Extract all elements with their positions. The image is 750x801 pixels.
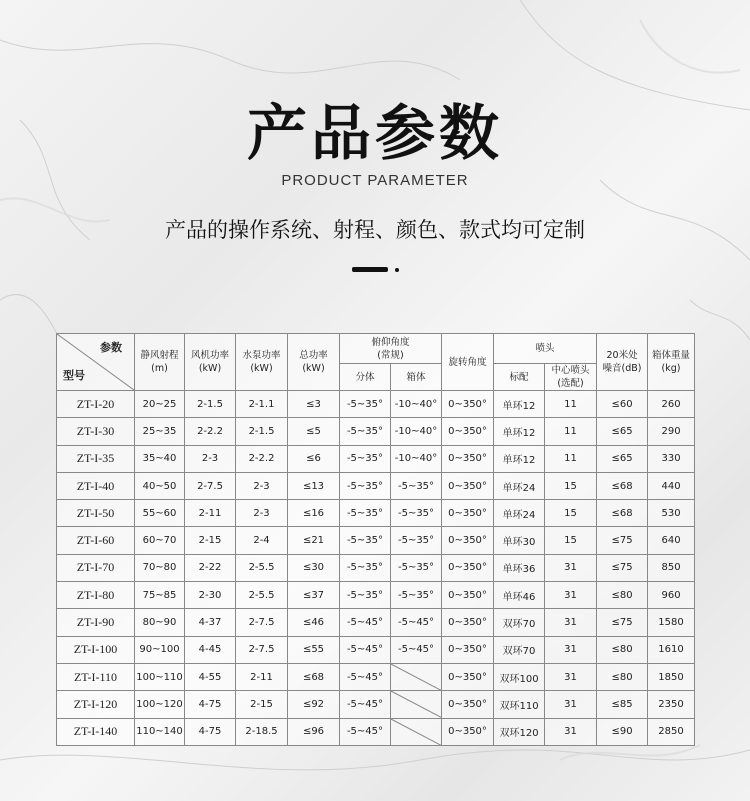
cell-total: ≤46	[288, 609, 340, 636]
cell-noise: ≤65	[597, 418, 648, 445]
divider-dot	[395, 268, 399, 272]
cell-box: -5~35°	[391, 582, 442, 609]
header-pitch: 俯仰角度 (常规)	[340, 334, 442, 364]
cell-pump: 2-2.2	[236, 445, 288, 472]
cell-center: 31	[545, 554, 597, 581]
table-row	[57, 527, 695, 554]
header-fan-power: 风机功率 (kW)	[185, 334, 236, 391]
cell-pump: 2-5.5	[236, 582, 288, 609]
cell-weight: 1580	[648, 609, 695, 636]
cell-total: ≤16	[288, 500, 340, 527]
tagline: 产品的操作系统、射程、颜色、款式均可定制	[165, 218, 585, 242]
cell-rot: 0~350°	[442, 691, 494, 718]
cell-rot: 0~350°	[442, 472, 494, 499]
cell-weight: 850	[648, 554, 695, 581]
header-pitch-box: 箱体	[391, 364, 442, 391]
cell-model: ZT-I-50	[57, 500, 135, 527]
parameter-table	[56, 333, 695, 746]
table-row	[57, 636, 695, 663]
cell-weight: 290	[648, 418, 695, 445]
cell-total: ≤68	[288, 663, 340, 690]
cell-rot: 0~350°	[442, 636, 494, 663]
cell-pump: 2-18.5	[236, 718, 288, 745]
cell-fan: 4-37	[185, 609, 236, 636]
cell-rot: 0~350°	[442, 445, 494, 472]
header-weight: 箱体重量 (kg)	[648, 334, 695, 391]
cell-total: ≤3	[288, 391, 340, 418]
cell-std: 单环12	[494, 418, 545, 445]
cell-pump: 2-15	[236, 691, 288, 718]
cell-box: -5~45°	[391, 636, 442, 663]
cell-range: 110~140	[135, 718, 185, 745]
table-row	[57, 663, 695, 690]
cell-pump: 2-5.5	[236, 554, 288, 581]
cell-range: 25~35	[135, 418, 185, 445]
table-row	[57, 445, 695, 472]
cell-fan: 2-22	[185, 554, 236, 581]
divider-bar	[352, 267, 388, 272]
header-pitch-split: 分体	[340, 364, 391, 391]
corner-param-label: 参数	[100, 341, 122, 354]
cell-total: ≤96	[288, 718, 340, 745]
cell-weight: 440	[648, 472, 695, 499]
cell-box	[391, 691, 442, 718]
cell-total: ≤55	[288, 636, 340, 663]
cell-std: 单环46	[494, 582, 545, 609]
cell-center: 31	[545, 636, 597, 663]
corner-model-label: 型号	[63, 369, 85, 382]
cell-fan: 2-3	[185, 445, 236, 472]
cell-model: ZT-I-70	[57, 554, 135, 581]
cell-box: -10~40°	[391, 445, 442, 472]
cell-split: -5~35°	[340, 445, 391, 472]
cell-box: -5~35°	[391, 500, 442, 527]
cell-box: -5~35°	[391, 527, 442, 554]
cell-split: -5~35°	[340, 472, 391, 499]
cell-pump: 2-7.5	[236, 636, 288, 663]
cell-model: ZT-I-20	[57, 391, 135, 418]
cell-fan: 2-1.5	[185, 391, 236, 418]
cell-split: -5~45°	[340, 718, 391, 745]
cell-total: ≤37	[288, 582, 340, 609]
table-row	[57, 609, 695, 636]
cell-fan: 2-7.5	[185, 472, 236, 499]
page-title: 产品参数	[247, 99, 503, 169]
cell-weight: 2350	[648, 691, 695, 718]
cell-std: 双环70	[494, 609, 545, 636]
cell-std: 单环24	[494, 472, 545, 499]
cell-pump: 2-4	[236, 527, 288, 554]
cell-range: 100~120	[135, 691, 185, 718]
cell-rot: 0~350°	[442, 500, 494, 527]
cell-center: 11	[545, 391, 597, 418]
cell-std: 单环12	[494, 445, 545, 472]
cell-rot: 0~350°	[442, 391, 494, 418]
header-pump-power: 水泵功率 (kW)	[236, 334, 288, 391]
cell-model: ZT-I-90	[57, 609, 135, 636]
cell-noise: ≤75	[597, 554, 648, 581]
cell-noise: ≤75	[597, 527, 648, 554]
cell-range: 75~85	[135, 582, 185, 609]
table-row	[57, 554, 695, 581]
cell-weight: 530	[648, 500, 695, 527]
cell-rot: 0~350°	[442, 609, 494, 636]
cell-weight: 1610	[648, 636, 695, 663]
header-corner	[57, 334, 135, 391]
cell-split: -5~35°	[340, 500, 391, 527]
cell-range: 55~60	[135, 500, 185, 527]
header-nozzle: 喷头	[494, 334, 597, 364]
cell-std: 单环30	[494, 527, 545, 554]
table-row	[57, 691, 695, 718]
cell-noise: ≤80	[597, 663, 648, 690]
cell-weight: 2850	[648, 718, 695, 745]
cell-range: 70~80	[135, 554, 185, 581]
table-row	[57, 391, 695, 418]
cell-noise: ≤65	[597, 445, 648, 472]
cell-range: 100~110	[135, 663, 185, 690]
cell-range: 20~25	[135, 391, 185, 418]
cell-rot: 0~350°	[442, 527, 494, 554]
cell-total: ≤6	[288, 445, 340, 472]
cell-split: -5~35°	[340, 554, 391, 581]
cell-fan: 2-30	[185, 582, 236, 609]
cell-split: -5~45°	[340, 609, 391, 636]
cell-model: ZT-I-30	[57, 418, 135, 445]
table-row	[57, 500, 695, 527]
cell-fan: 4-45	[185, 636, 236, 663]
cell-pump: 2-1.5	[236, 418, 288, 445]
cell-split: -5~45°	[340, 691, 391, 718]
cell-center: 31	[545, 663, 597, 690]
cell-weight: 1850	[648, 663, 695, 690]
table-row	[57, 718, 695, 745]
header-nozzle-std: 标配	[494, 364, 545, 391]
cell-rot: 0~350°	[442, 418, 494, 445]
cell-box: -5~45°	[391, 609, 442, 636]
cell-rot: 0~350°	[442, 718, 494, 745]
cell-model: ZT-I-80	[57, 582, 135, 609]
header-noise: 20米处 噪音(dB)	[597, 334, 648, 391]
cell-range: 90~100	[135, 636, 185, 663]
cell-range: 35~40	[135, 445, 185, 472]
cell-weight: 640	[648, 527, 695, 554]
header-range: 静风射程 (m)	[135, 334, 185, 391]
header-total-power: 总功率 (kW)	[288, 334, 340, 391]
cell-noise: ≤68	[597, 500, 648, 527]
cell-split: -5~45°	[340, 663, 391, 690]
cell-weight: 960	[648, 582, 695, 609]
cell-range: 80~90	[135, 609, 185, 636]
cell-box: -5~35°	[391, 472, 442, 499]
table-row	[57, 582, 695, 609]
cell-box: -10~40°	[391, 418, 442, 445]
cell-std: 双环110	[494, 691, 545, 718]
cell-model: ZT-I-120	[57, 691, 135, 718]
cell-pump: 2-11	[236, 663, 288, 690]
cell-center: 11	[545, 418, 597, 445]
cell-rot: 0~350°	[442, 582, 494, 609]
cell-fan: 2-11	[185, 500, 236, 527]
cell-split: -5~35°	[340, 391, 391, 418]
cell-noise: ≤80	[597, 582, 648, 609]
cell-center: 31	[545, 718, 597, 745]
cell-noise: ≤60	[597, 391, 648, 418]
cell-model: ZT-I-100	[57, 636, 135, 663]
header-nozzle-center: 中心喷头 (选配)	[545, 364, 597, 391]
cell-std: 双环100	[494, 663, 545, 690]
cell-box	[391, 718, 442, 745]
cell-std: 单环36	[494, 554, 545, 581]
cell-center: 31	[545, 691, 597, 718]
cell-pump: 2-1.1	[236, 391, 288, 418]
cell-pump: 2-7.5	[236, 609, 288, 636]
cell-split: -5~35°	[340, 418, 391, 445]
cell-total: ≤5	[288, 418, 340, 445]
cell-std: 单环12	[494, 391, 545, 418]
cell-weight: 330	[648, 445, 695, 472]
cell-total: ≤92	[288, 691, 340, 718]
cell-total: ≤13	[288, 472, 340, 499]
cell-split: -5~35°	[340, 527, 391, 554]
cell-weight: 260	[648, 391, 695, 418]
cell-center: 31	[545, 582, 597, 609]
cell-fan: 2-2.2	[185, 418, 236, 445]
cell-range: 40~50	[135, 472, 185, 499]
cell-box: -5~35°	[391, 554, 442, 581]
cell-model: ZT-I-110	[57, 663, 135, 690]
cell-model: ZT-I-40	[57, 472, 135, 499]
cell-fan: 4-55	[185, 663, 236, 690]
cell-noise: ≤75	[597, 609, 648, 636]
cell-center: 11	[545, 445, 597, 472]
cell-fan: 4-75	[185, 718, 236, 745]
cell-noise: ≤90	[597, 718, 648, 745]
cell-total: ≤30	[288, 554, 340, 581]
cell-pump: 2-3	[236, 472, 288, 499]
table-row	[57, 472, 695, 499]
cell-noise: ≤80	[597, 636, 648, 663]
cell-center: 15	[545, 500, 597, 527]
cell-rot: 0~350°	[442, 554, 494, 581]
cell-fan: 2-15	[185, 527, 236, 554]
table-row	[57, 418, 695, 445]
cell-split: -5~45°	[340, 636, 391, 663]
cell-std: 双环70	[494, 636, 545, 663]
cell-box	[391, 663, 442, 690]
cell-box: -10~40°	[391, 391, 442, 418]
cell-rot: 0~350°	[442, 663, 494, 690]
cell-noise: ≤85	[597, 691, 648, 718]
cell-center: 15	[545, 472, 597, 499]
cell-model: ZT-I-140	[57, 718, 135, 745]
cell-center: 15	[545, 527, 597, 554]
header-rotation: 旋转角度	[442, 334, 494, 391]
page-subtitle: PRODUCT PARAMETER	[281, 172, 469, 189]
cell-model: ZT-I-60	[57, 527, 135, 554]
cell-center: 31	[545, 609, 597, 636]
cell-fan: 4-75	[185, 691, 236, 718]
cell-model: ZT-I-35	[57, 445, 135, 472]
cell-pump: 2-3	[236, 500, 288, 527]
cell-std: 单环24	[494, 500, 545, 527]
cell-noise: ≤68	[597, 472, 648, 499]
cell-total: ≤21	[288, 527, 340, 554]
cell-std: 双环120	[494, 718, 545, 745]
cell-split: -5~35°	[340, 582, 391, 609]
cell-range: 60~70	[135, 527, 185, 554]
